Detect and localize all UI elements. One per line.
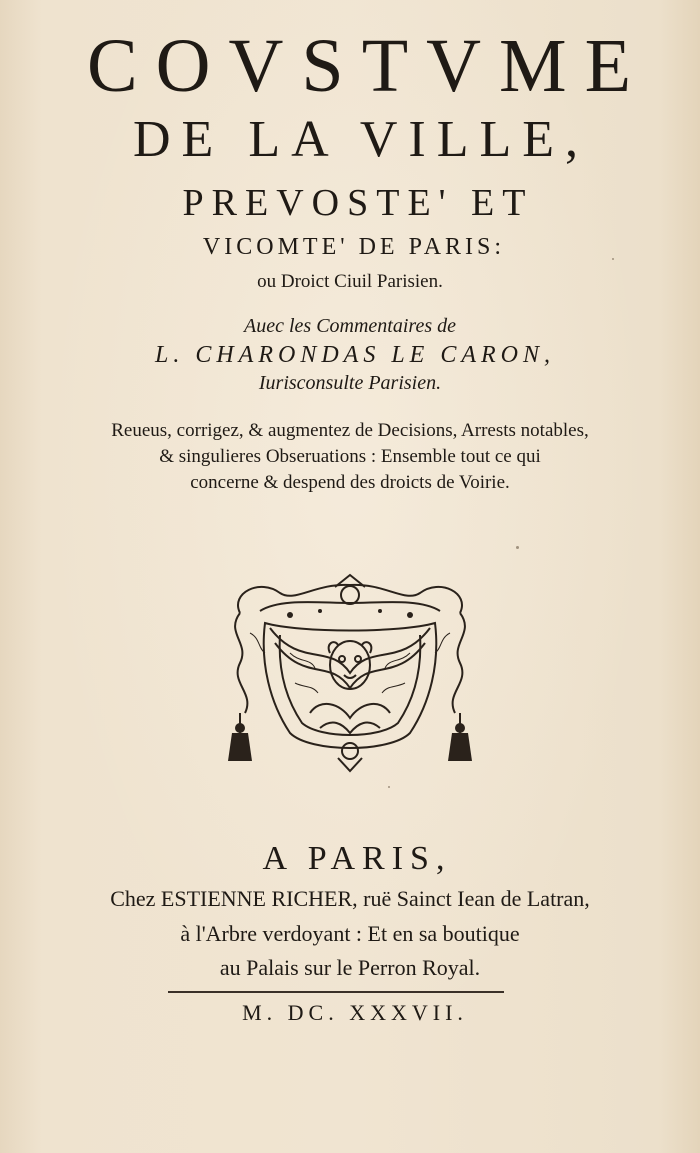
paper-speck xyxy=(388,786,390,788)
imprint-city: A PARIS, xyxy=(262,840,452,877)
commentary-line-1: Auec les Commentaires de xyxy=(244,315,456,337)
title-line-1: COVSTVME xyxy=(86,24,650,108)
paper-speck xyxy=(516,546,519,549)
paper-speck xyxy=(612,258,614,260)
description-line-2: & singulieres Obseruations : Ensemble tout ce qui xyxy=(159,446,541,467)
imprint-line-2: à l'Arbre verdoyant : Et en sa boutique xyxy=(180,921,520,946)
imprint-rule xyxy=(168,991,504,993)
commentary-line-3: Iurisconsulte Parisien. xyxy=(258,372,442,394)
printers-ornament-icon xyxy=(220,573,480,773)
commentary-author: L. CHARONDAS LE CARON, xyxy=(154,342,555,368)
title-line-2: DE LA VILLE, xyxy=(133,111,589,168)
imprint-date: M. DC. XXXVII. xyxy=(242,1000,468,1025)
description-line-1: Reueus, corrigez, & augmentez de Decisions, Arrests notables, xyxy=(111,420,589,441)
imprint-line-1: Chez ESTIENNE RICHER, ruë Sainct Iean de Latran, xyxy=(110,886,590,911)
imprint-line-3: au Palais sur le Perron Royal. xyxy=(219,955,481,980)
title-subtitle: ou Droict Ciuil Parisien. xyxy=(257,271,443,292)
title-line-3: PREVOSTE' ET xyxy=(182,182,534,224)
title-line-4: VICOMTE' DE PARIS: xyxy=(202,234,506,260)
description-line-3: concerne & despend des droicts de Voirie. xyxy=(190,472,510,493)
